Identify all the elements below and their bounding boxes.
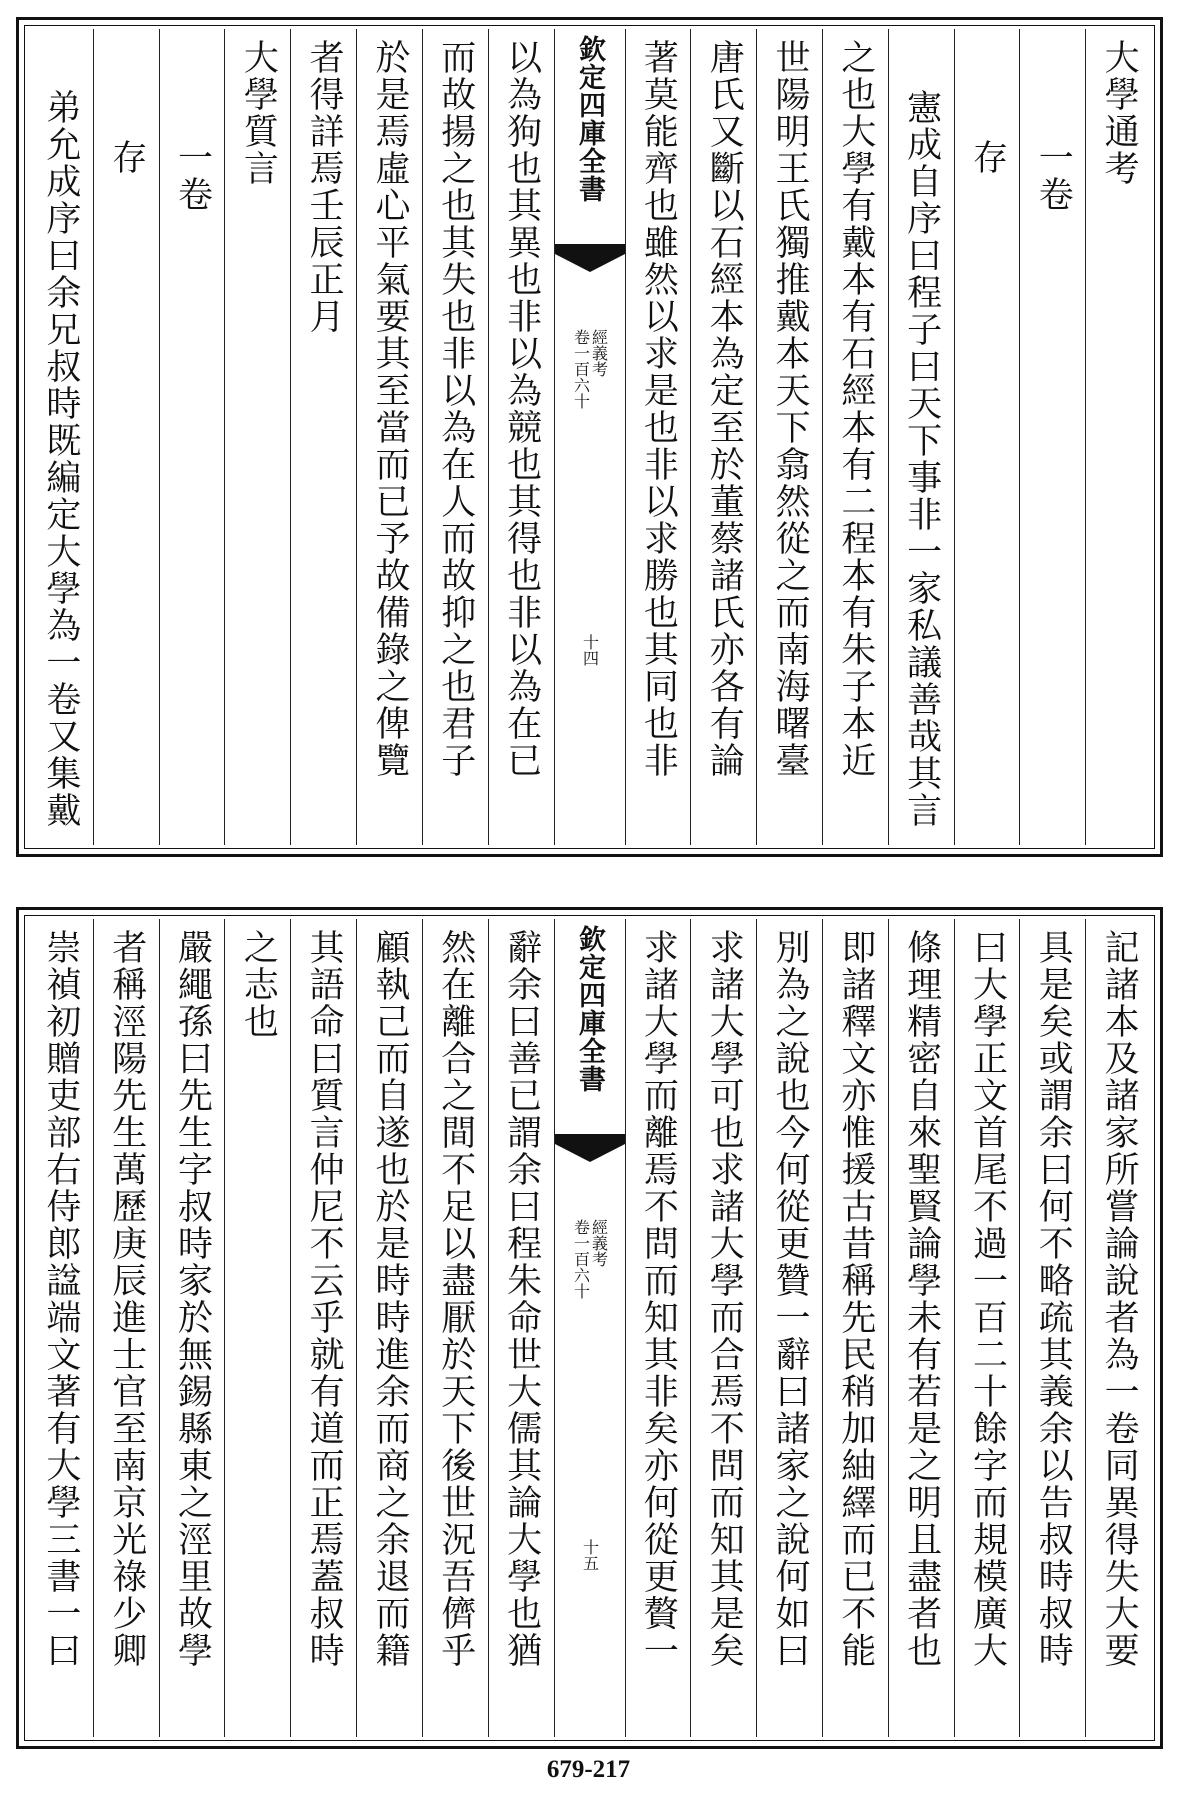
column-text: 求諸大學可也求諸大學而合焉不問而知其是矣 bbox=[690, 919, 756, 1737]
column-text: 即諸釋文亦惟援古昔稱先民稍加紬繹而已不能 bbox=[822, 919, 888, 1737]
juan-number: 卷一百六十 bbox=[571, 329, 591, 409]
column-text: 之也大學有戴本有石經本有二程本有朱子本近 bbox=[822, 29, 888, 845]
column-text: 存 bbox=[954, 29, 1020, 845]
fishtail-mark-icon bbox=[555, 244, 625, 274]
page-number: 679-217 bbox=[546, 1756, 631, 1783]
top-page-body bbox=[28, 29, 1151, 845]
column-title: 大學質言 bbox=[224, 29, 290, 845]
column-text: 別為之說也今何從更贊一辭曰諸家之說何如曰 bbox=[756, 919, 822, 1737]
juan-number: 卷一百六十 bbox=[571, 1219, 591, 1299]
column-text: 以為狗也其異也非以為競也其得也非以為在已 bbox=[488, 29, 554, 845]
bottom-page-frame bbox=[16, 907, 1163, 1749]
column-text: 辭余曰善已謂余曰程朱命世大儒其論大學也猶 bbox=[488, 919, 554, 1737]
block-heart-column bbox=[554, 919, 625, 1737]
column-text: 者稱涇陽先生萬歷庚辰進士官至南京光祿少卿 bbox=[93, 919, 159, 1737]
book-info bbox=[573, 1219, 607, 1299]
block-heart-column bbox=[554, 29, 625, 845]
column-text: 憲成自序曰程子曰天下事非一家私議善哉其言 bbox=[888, 29, 954, 845]
column-text: 嚴繩孫曰先生字叔時家於無錫縣東之涇里故學 bbox=[159, 919, 225, 1737]
bottom-page-body bbox=[28, 919, 1151, 1737]
column-text: 一卷 bbox=[159, 29, 225, 845]
column-text: 其語命曰質言仲尼不云乎就有道而正焉蓋叔時 bbox=[290, 919, 356, 1737]
column-text: 然在離合之間不足以盡厭於天下後世況吾儕乎 bbox=[422, 919, 488, 1737]
column-text: 崇禎初贈吏部右侍郎諡端文著有大學三書一曰 bbox=[40, 929, 81, 1669]
column-text: 顧執己而自遂也於是時時進余而商之余退而籍 bbox=[356, 919, 422, 1737]
folio-number: 十四 bbox=[580, 634, 600, 666]
series-title: 欽定四庫全書 bbox=[574, 35, 605, 203]
fishtail-mark-icon bbox=[555, 1134, 625, 1164]
column-text: 求諸大學而離焉不問而知其非矣亦何從更贅一 bbox=[625, 919, 691, 1737]
column-text: 記諸本及諸家所嘗論說者為一卷同異得失大要 bbox=[1085, 919, 1151, 1737]
column-text: 而故揚之也其失也非以為在人而故抑之也君子 bbox=[422, 29, 488, 845]
column-text: 具是矣或謂余曰何不略疏其義余以告叔時叔時 bbox=[1019, 919, 1085, 1737]
book-title: 經義考 bbox=[589, 329, 609, 377]
column-text: 弟允成序曰余兄叔時既編定大學為一卷又集戴 bbox=[40, 89, 81, 829]
book-title: 經義考 bbox=[589, 1219, 609, 1267]
column-text: 世陽明王氏獨推戴本天下翕然從之而南海曙臺 bbox=[756, 29, 822, 845]
book-info bbox=[573, 329, 607, 409]
column-text: 唐氏又斷以石經本為定至於董蔡諸氏亦各有論 bbox=[690, 29, 756, 845]
column-title: 大學通考 bbox=[1085, 29, 1151, 845]
column-text: 曰大學正文首尾不過一百二十餘字而規模廣大 bbox=[954, 919, 1020, 1737]
top-page-frame bbox=[16, 17, 1163, 857]
column-text: 存 bbox=[93, 29, 159, 845]
column-text: 之志也 bbox=[224, 919, 290, 1737]
column-text: 於是焉虛心平氣要其至當而已予故備錄之俾覽 bbox=[356, 29, 422, 845]
column-text: 一卷 bbox=[1019, 29, 1085, 845]
series-title: 欽定四庫全書 bbox=[574, 925, 605, 1093]
folio-number: 十五 bbox=[580, 1539, 600, 1571]
column-text: 條理精密自來聖賢論學未有若是之明且盡者也 bbox=[888, 919, 954, 1737]
column-text: 者得詳焉壬辰正月 bbox=[290, 29, 356, 845]
column-text: 著莫能齊也雖然以求是也非以求勝也其同也非 bbox=[625, 29, 691, 845]
